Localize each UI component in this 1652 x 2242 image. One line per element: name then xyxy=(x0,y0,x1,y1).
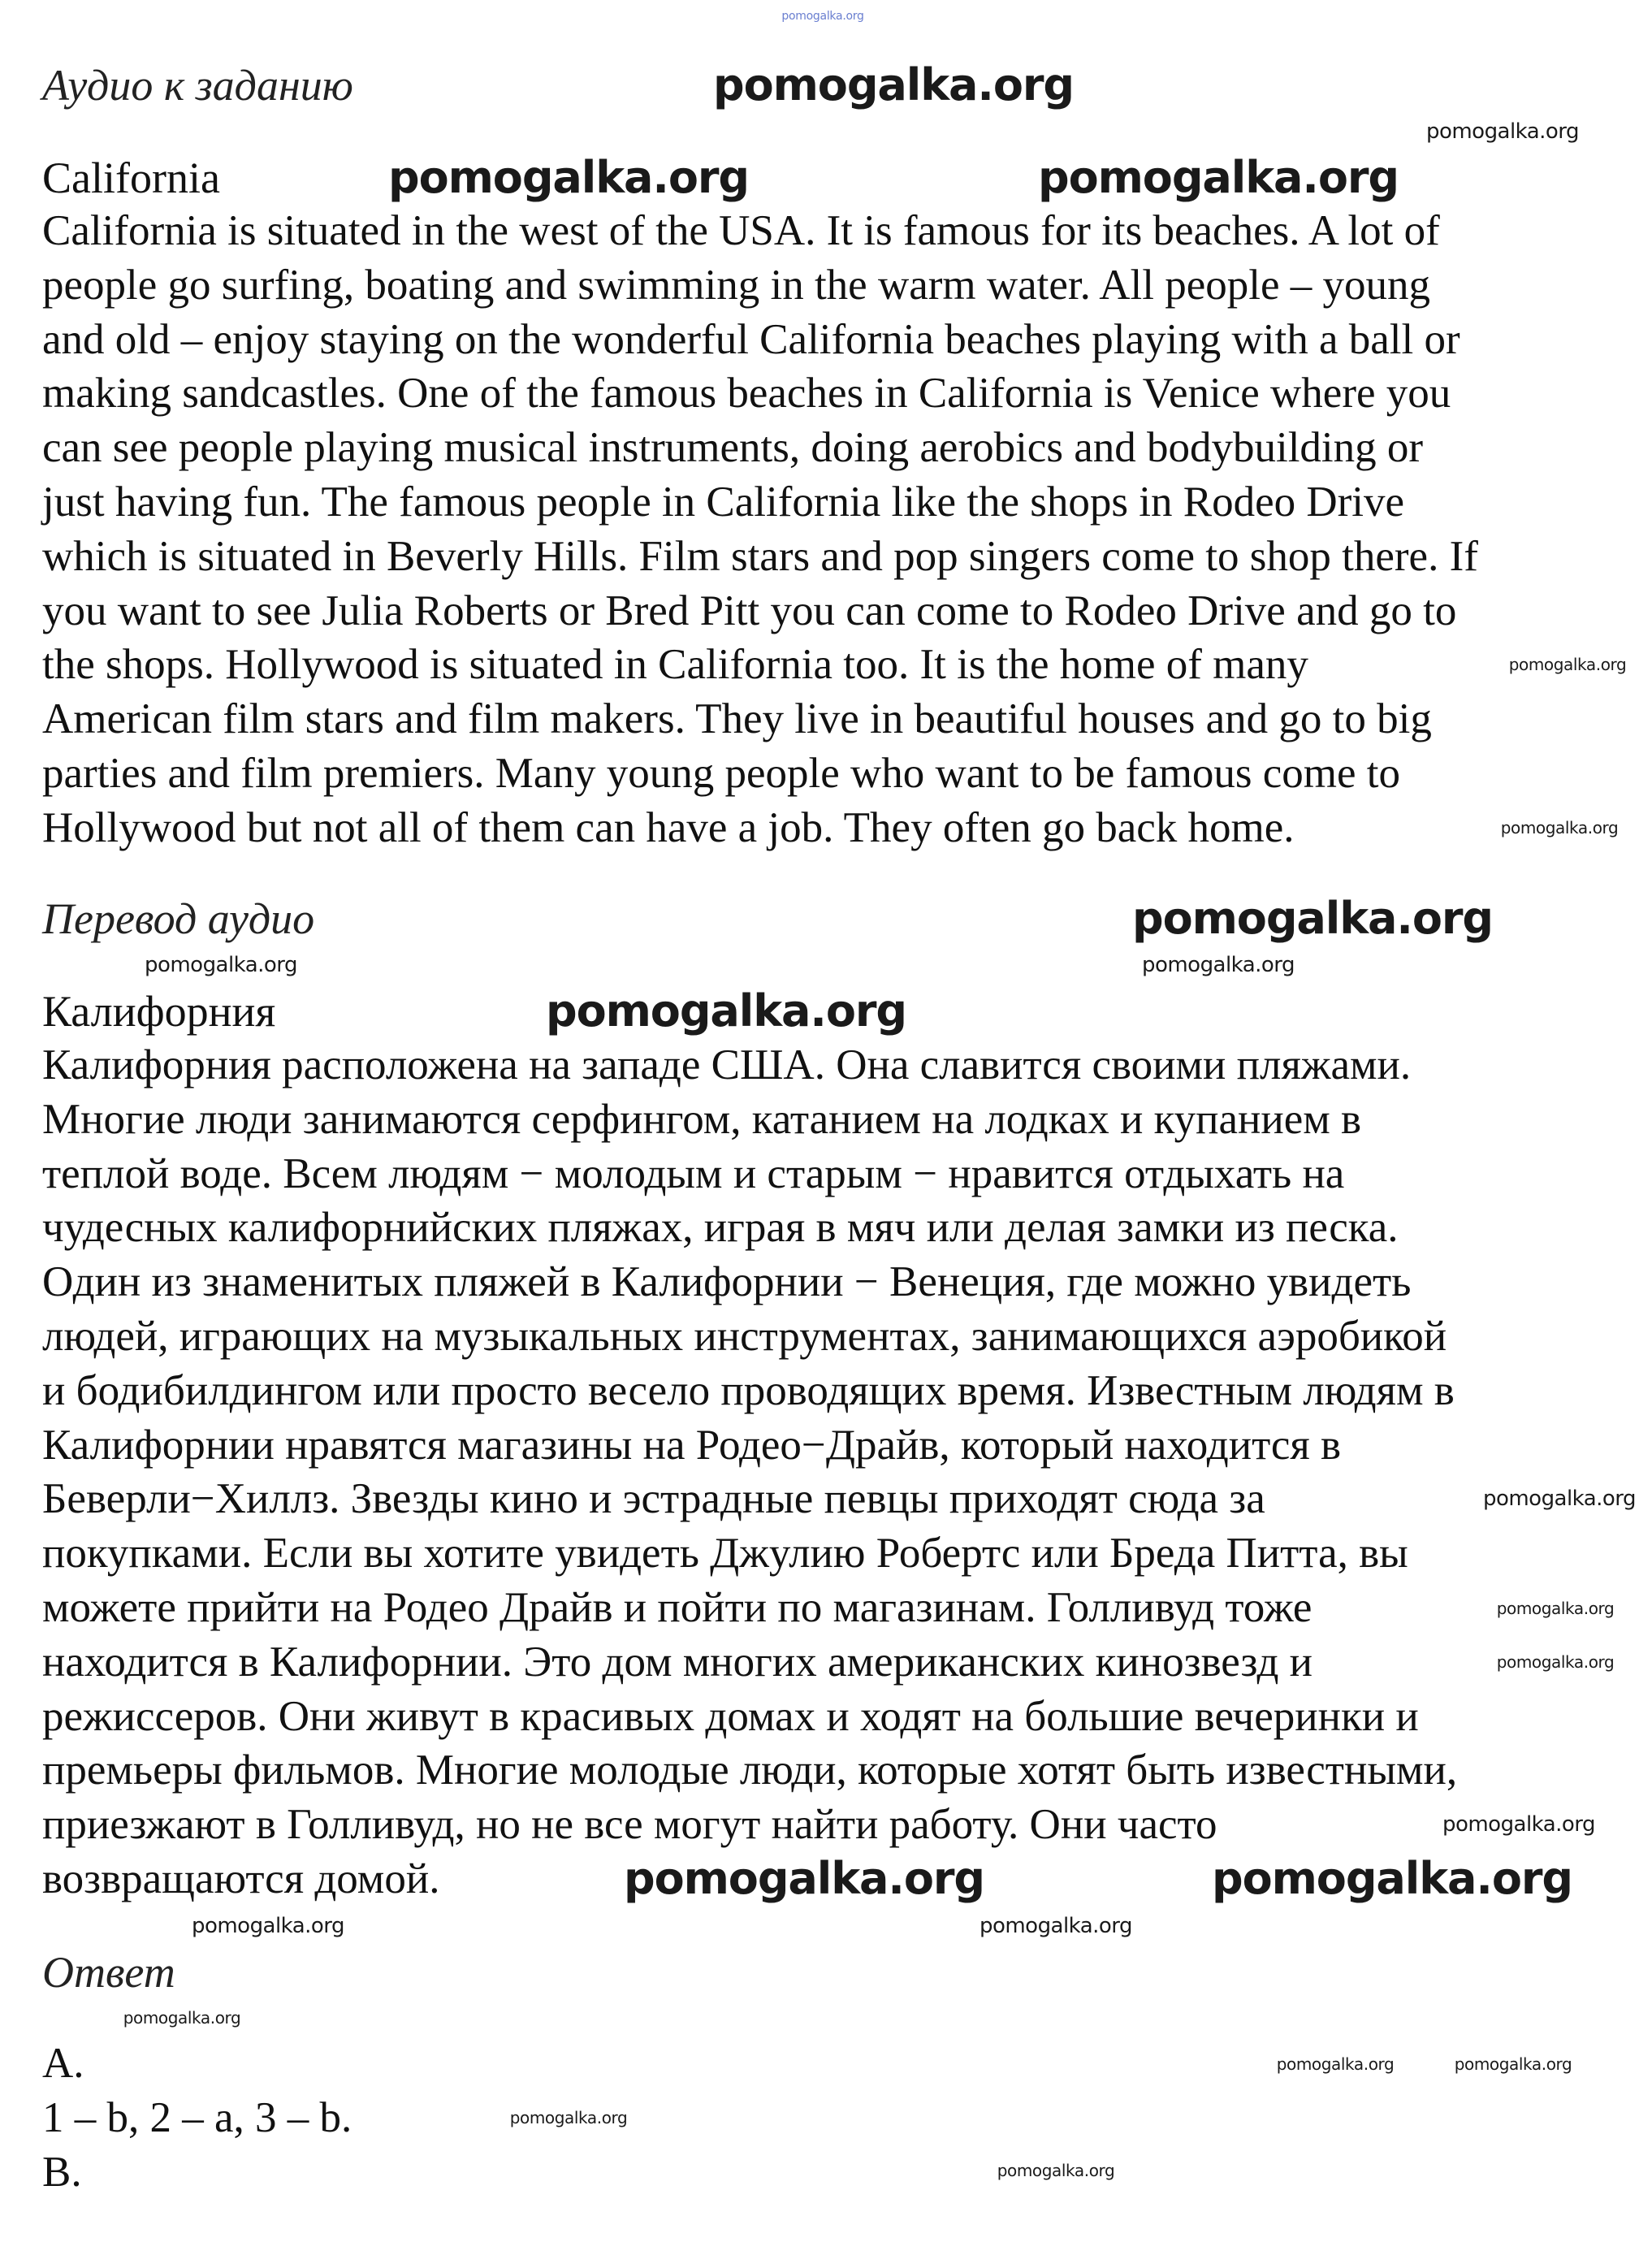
watermark: pomogalka.org xyxy=(388,152,749,203)
text-line: just having fun. The famous people in California like the shops in Rodeo Drive xyxy=(42,478,1405,526)
text-line: Многие люди занимаются серфингом, катанием на лодках и купанием в xyxy=(42,1095,1362,1143)
answer-heading: Ответ xyxy=(42,1948,175,1997)
text-line: you want to see Julia Roberts or Bred Pitt you can come to Rodeo Drive and go to xyxy=(42,586,1457,634)
watermark: pomogalka.org xyxy=(997,2161,1115,2180)
text-line: теплой воде. Всем людям − молодым и старым − нравится отдыхать на xyxy=(42,1149,1345,1197)
text-line: режиссеров. Они живут в красивых домах и ходят на большие вечеринки и xyxy=(42,1692,1419,1740)
answer-line: A. xyxy=(42,2040,84,2087)
watermark: pomogalka.org xyxy=(145,953,297,977)
text-line: California is situated in the west of the USA. It is famous for its beaches. A lot of xyxy=(42,207,1440,254)
text-line: Hollywood but not all of them can have a job. They often go back home. xyxy=(42,803,1295,851)
watermark: pomogalka.org xyxy=(509,2108,628,2127)
watermark: pomogalka.org xyxy=(1132,893,1493,944)
watermark: pomogalka.org xyxy=(713,59,1074,110)
watermark: pomogalka.org xyxy=(1483,1487,1636,1511)
translation-text xyxy=(42,1038,1642,1907)
watermark: pomogalka.org xyxy=(781,10,864,23)
watermark: pomogalka.org xyxy=(1496,1652,1615,1672)
audio-title: California xyxy=(42,154,220,202)
watermark: pomogalka.org xyxy=(546,985,906,1037)
audio-text xyxy=(42,204,1642,855)
answer-line: 1 – b, 2 – a, 3 – b. xyxy=(42,2093,352,2141)
text-line: возвращаются домой. xyxy=(42,1855,440,1902)
watermark: pomogalka.org xyxy=(1496,1599,1615,1618)
text-line: and old – enjoy staying on the wonderful California beaches playing with a ball or xyxy=(42,315,1460,363)
text-line: людей, играющих на музыкальных инструментах, занимающихся аэробикой xyxy=(42,1312,1447,1360)
watermark: pomogalka.org xyxy=(1276,2054,1395,2074)
text-line: находится в Калифорнии. Это дом многих американских кинозвезд и xyxy=(42,1638,1313,1686)
watermark: pomogalka.org xyxy=(1142,953,1295,977)
translation-heading: Перевод аудио xyxy=(42,894,315,943)
text-line: people go surfing, boating and swimming in the warm water. All people – young xyxy=(42,261,1430,309)
audio-heading: Аудио к заданию xyxy=(42,61,353,110)
text-line: Беверли−Хиллз. Звезды кино и эстрадные певцы приходят сюда за xyxy=(42,1475,1265,1523)
text-line: the shops. Hollywood is situated in California too. It is the home of many xyxy=(42,641,1308,689)
text-line: can see people playing musical instruments, doing aerobics and bodybuilding or xyxy=(42,424,1424,472)
answer-line: B. xyxy=(42,2148,82,2196)
watermark: pomogalka.org xyxy=(1508,655,1627,674)
text-line: which is situated in Beverly Hills. Film stars and pop singers come to shop there. If xyxy=(42,532,1478,580)
watermark: pomogalka.org xyxy=(1500,818,1619,838)
text-line: making sandcastles. One of the famous beaches in California is Venice where you xyxy=(42,370,1451,418)
watermark: pomogalka.org xyxy=(1426,119,1579,144)
watermark: pomogalka.org xyxy=(624,1853,984,1904)
watermark: pomogalka.org xyxy=(1212,1853,1572,1904)
translation-title: Калифорния xyxy=(42,987,276,1036)
text-line: Один из знаменитых пляжей в Калифорнии − Венеция, где можно увидеть xyxy=(42,1258,1412,1306)
text-line: и бодибилдингом или просто весело проводящих время. Известным людям в xyxy=(42,1366,1455,1414)
watermark: pomogalka.org xyxy=(1442,1812,1595,1837)
answer-text xyxy=(42,2037,1642,2200)
text-line: Калифорнии нравятся магазины на Родео−Драйв, который находится в xyxy=(42,1421,1342,1469)
text-line: American film stars and film makers. They live in beautiful houses and go to big xyxy=(42,695,1432,743)
watermark: pomogalka.org xyxy=(1454,2054,1572,2074)
text-line: чудесных калифорнийских пляжах, играя в мяч или делая замки из песка. xyxy=(42,1204,1399,1252)
text-line: приезжают в Голливуд, но не все могут найти работу. Они часто xyxy=(42,1801,1217,1849)
text-line: премьеры фильмов. Многие молодые люди, которые хотят быть известными, xyxy=(42,1746,1458,1794)
text-line: можете прийти на Родео Драйв и пойти по магазинам. Голливуд тоже xyxy=(42,1583,1313,1631)
watermark: pomogalka.org xyxy=(980,1914,1132,1938)
text-line: parties and film premiers. Many young people who want to be famous come to xyxy=(42,749,1401,797)
text-line: покупками. Если вы хотите увидеть Джулию Робертс или Бреда Питта, вы xyxy=(42,1530,1408,1578)
watermark: pomogalka.org xyxy=(123,2008,241,2028)
watermark: pomogalka.org xyxy=(1038,152,1399,203)
text-line: Калифорния расположена на западе США. Она славится своими пляжами. xyxy=(42,1041,1412,1089)
watermark: pomogalka.org xyxy=(192,1914,344,1938)
